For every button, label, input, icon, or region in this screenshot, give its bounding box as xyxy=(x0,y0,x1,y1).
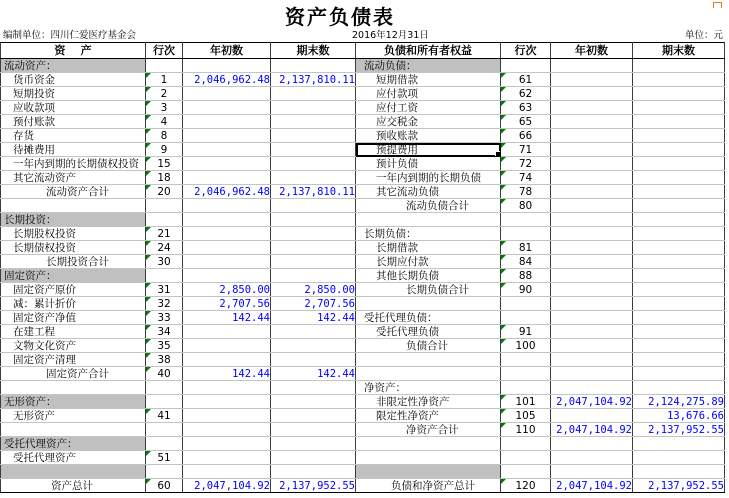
liability-end-value[interactable] xyxy=(633,353,725,367)
asset-section-heading[interactable]: 流动资产： xyxy=(1,59,146,73)
asset-end-value[interactable] xyxy=(271,101,356,115)
asset-end-value[interactable] xyxy=(271,157,356,171)
asset-begin-value[interactable] xyxy=(183,157,271,171)
asset-line-no[interactable]: 34 xyxy=(146,325,183,339)
liability-end-value[interactable] xyxy=(633,157,725,171)
asset-end-value[interactable] xyxy=(271,213,356,227)
asset-begin-value[interactable] xyxy=(183,199,271,213)
liability-begin-value[interactable] xyxy=(551,311,633,325)
liability-begin-value[interactable] xyxy=(551,465,633,479)
asset-line-no[interactable] xyxy=(146,199,183,213)
liability-line-no[interactable]: 61 xyxy=(501,73,551,87)
liability-end-value[interactable]: 13,676.66 xyxy=(633,409,725,423)
liability-begin-value[interactable] xyxy=(551,73,633,87)
liability-section-heading[interactable]: 净资产： xyxy=(356,381,501,395)
liability-begin-value[interactable] xyxy=(551,367,633,381)
liability-end-value[interactable] xyxy=(633,255,725,269)
table-row xyxy=(1,213,725,227)
liability-begin-value[interactable] xyxy=(551,339,633,353)
liability-label[interactable]: 长期应付款 xyxy=(356,255,501,269)
corner-marker-icon xyxy=(713,2,722,8)
liability-end-value[interactable] xyxy=(633,381,725,395)
liability-total-label[interactable]: 流动负债合计 xyxy=(356,199,501,213)
liability-begin-value[interactable] xyxy=(551,269,633,283)
liability-line-no[interactable] xyxy=(501,381,551,395)
table-row xyxy=(1,101,725,115)
liability-end-value[interactable]: 2,137,952.55 xyxy=(633,423,725,437)
asset-label[interactable]: 在建工程 xyxy=(1,325,146,339)
asset-end-value[interactable] xyxy=(271,381,356,395)
table-row xyxy=(1,199,725,213)
liability-end-value[interactable] xyxy=(633,465,725,479)
liability-line-no[interactable]: 80 xyxy=(501,199,551,213)
table-row xyxy=(1,185,725,199)
liability-begin-value[interactable]: 2,047,104.92 xyxy=(551,479,633,493)
liability-begin-value[interactable] xyxy=(551,297,633,311)
asset-line-no[interactable]: 31 xyxy=(146,283,183,297)
table-row xyxy=(1,381,725,395)
liability-begin-value[interactable] xyxy=(551,87,633,101)
asset-end-value[interactable] xyxy=(271,395,356,409)
asset-begin-value[interactable] xyxy=(183,465,271,479)
asset-grand-total-label[interactable]: 资产总计 xyxy=(1,479,146,493)
asset-line-no[interactable]: 2 xyxy=(146,87,183,101)
liability-total-label[interactable]: 负债合计 xyxy=(356,339,501,353)
asset-label[interactable]: 固定资产净值 xyxy=(1,311,146,325)
liability-end-value[interactable] xyxy=(633,73,725,87)
asset-end-value[interactable] xyxy=(271,59,356,73)
asset-label[interactable]: 待摊费用 xyxy=(1,143,146,157)
asset-end-value[interactable] xyxy=(271,143,356,157)
table-row xyxy=(1,339,725,353)
liability-label[interactable]: 受托代理负债 xyxy=(356,325,501,339)
liability-end-value[interactable] xyxy=(633,129,725,143)
table-row xyxy=(1,129,725,143)
liability-section-heading[interactable]: 受托代理负债： xyxy=(356,311,501,325)
liability-label[interactable] xyxy=(356,367,501,381)
liability-begin-value[interactable] xyxy=(551,255,633,269)
liability-label[interactable]: 限定性净资产 xyxy=(356,409,501,423)
liability-end-value[interactable]: 2,124,275.89 xyxy=(633,395,725,409)
liability-begin-value[interactable] xyxy=(551,437,633,451)
liability-label[interactable]: 其他长期负债 xyxy=(356,269,501,283)
liability-end-value[interactable]: 2,137,952.55 xyxy=(633,479,725,493)
liability-line-no[interactable] xyxy=(501,311,551,325)
liability-line-no[interactable] xyxy=(501,465,551,479)
liabilities-end-header[interactable]: 期末数 xyxy=(633,43,725,59)
assets-line-no-header[interactable]: 行次 xyxy=(146,43,183,59)
liability-label[interactable]: 应付款项 xyxy=(356,87,501,101)
liability-end-value[interactable] xyxy=(633,143,725,157)
table-row xyxy=(1,143,725,157)
asset-end-value[interactable] xyxy=(271,451,356,465)
liability-end-value[interactable] xyxy=(633,115,725,129)
liability-label[interactable] xyxy=(356,465,501,479)
asset-line-no[interactable] xyxy=(146,465,183,479)
liability-section-heading[interactable]: 流动负债： xyxy=(356,59,501,73)
liability-label[interactable] xyxy=(356,437,501,451)
asset-end-value[interactable] xyxy=(271,129,356,143)
asset-line-no[interactable]: 35 xyxy=(146,339,183,353)
balance-sheet-table xyxy=(0,42,725,493)
asset-line-no[interactable]: 32 xyxy=(146,297,183,311)
liability-line-no[interactable]: 81 xyxy=(501,241,551,255)
asset-begin-value[interactable]: 2,707.56 xyxy=(183,297,271,311)
asset-label[interactable]: 文物文化资产 xyxy=(1,339,146,353)
asset-line-no[interactable] xyxy=(146,437,183,451)
asset-total-label[interactable]: 固定资产合计 xyxy=(1,367,146,381)
table-row xyxy=(1,325,725,339)
liability-end-value[interactable] xyxy=(633,87,725,101)
asset-begin-value[interactable] xyxy=(183,101,271,115)
column-header-row xyxy=(1,43,725,59)
liability-line-no[interactable] xyxy=(501,213,551,227)
liability-begin-value[interactable] xyxy=(551,325,633,339)
liability-begin-value[interactable] xyxy=(551,409,633,423)
asset-begin-value[interactable] xyxy=(183,129,271,143)
asset-label[interactable]: 预付账款 xyxy=(1,115,146,129)
asset-label[interactable]: 短期投资 xyxy=(1,87,146,101)
asset-begin-value[interactable]: 142.44 xyxy=(183,367,271,381)
table-row xyxy=(1,451,725,465)
assets-end-header[interactable]: 期末数 xyxy=(271,43,356,59)
liability-end-value[interactable] xyxy=(633,185,725,199)
asset-end-value[interactable] xyxy=(271,241,356,255)
asset-label[interactable]: 长期股权投资 xyxy=(1,227,146,241)
liability-line-no[interactable]: 90 xyxy=(501,283,551,297)
asset-end-value[interactable] xyxy=(271,87,356,101)
table-row xyxy=(1,227,725,241)
asset-end-value[interactable]: 142.44 xyxy=(271,367,356,381)
liabilities-begin-header[interactable]: 年初数 xyxy=(551,43,633,59)
currency-unit-label[interactable]: 单位：元 xyxy=(684,30,723,41)
liability-begin-value[interactable] xyxy=(551,283,633,297)
asset-begin-value[interactable]: 2,046,962.48 xyxy=(183,185,271,199)
asset-line-no[interactable]: 21 xyxy=(146,227,183,241)
liability-end-value[interactable] xyxy=(633,451,725,465)
asset-line-no[interactable] xyxy=(146,423,183,437)
table-row xyxy=(1,283,725,297)
asset-line-no[interactable]: 30 xyxy=(146,255,183,269)
asset-begin-value[interactable] xyxy=(183,381,271,395)
liability-label[interactable]: 应付工资 xyxy=(356,101,501,115)
asset-total-label[interactable]: 长期投资合计 xyxy=(1,255,146,269)
liability-line-no[interactable] xyxy=(501,367,551,381)
liability-label[interactable]: 短期借款 xyxy=(356,73,501,87)
asset-end-value[interactable] xyxy=(271,339,356,353)
liability-section-heading[interactable]: 长期负债： xyxy=(356,227,501,241)
liability-begin-value[interactable] xyxy=(551,115,633,129)
liability-begin-value[interactable] xyxy=(551,143,633,157)
liability-begin-value[interactable] xyxy=(551,59,633,73)
asset-label[interactable]: 存货 xyxy=(1,129,146,143)
table-row xyxy=(1,241,725,255)
liability-end-value[interactable] xyxy=(633,101,725,115)
asset-end-value[interactable] xyxy=(271,423,356,437)
asset-label[interactable] xyxy=(1,465,146,479)
liability-end-value[interactable] xyxy=(633,171,725,185)
liability-grand-total-label[interactable]: 负债和净资产总计 xyxy=(356,479,501,493)
liability-end-value[interactable] xyxy=(633,213,725,227)
table-row xyxy=(1,367,725,381)
liability-label[interactable]: 预计负债 xyxy=(356,157,501,171)
asset-line-no[interactable] xyxy=(146,213,183,227)
liability-line-no[interactable]: 100 xyxy=(501,339,551,353)
sheet-title[interactable]: 资产负债表 xyxy=(285,5,395,29)
table-row xyxy=(1,171,725,185)
asset-end-value[interactable]: 142.44 xyxy=(271,311,356,325)
liability-begin-value[interactable] xyxy=(551,171,633,185)
asset-begin-value[interactable] xyxy=(183,227,271,241)
liability-line-no[interactable]: 120 xyxy=(501,479,551,493)
asset-label[interactable]: 无形资产 xyxy=(1,409,146,423)
liability-line-no[interactable] xyxy=(501,451,551,465)
table-row xyxy=(1,59,725,73)
asset-label[interactable] xyxy=(1,423,146,437)
table-row xyxy=(1,297,725,311)
liability-line-no[interactable]: 101 xyxy=(501,395,551,409)
liability-begin-value[interactable] xyxy=(551,381,633,395)
liability-end-value[interactable] xyxy=(633,283,725,297)
report-date[interactable]: 2016年12月31日 xyxy=(352,30,429,41)
liability-begin-value[interactable]: 2,047,104.92 xyxy=(551,395,633,409)
asset-label[interactable]: 货币资金 xyxy=(1,73,146,87)
table-row xyxy=(1,353,725,367)
asset-begin-value[interactable] xyxy=(183,269,271,283)
liability-label[interactable]: 一年内到期的长期负债 xyxy=(356,171,501,185)
table-row xyxy=(1,269,725,283)
asset-end-value[interactable]: 2,137,810.11 xyxy=(271,73,356,87)
liability-line-no[interactable]: 63 xyxy=(501,101,551,115)
liability-end-value[interactable] xyxy=(633,311,725,325)
liability-begin-value[interactable] xyxy=(551,101,633,115)
assets-header[interactable]: 资 产 xyxy=(1,43,146,59)
asset-end-value[interactable]: 2,707.56 xyxy=(271,297,356,311)
asset-label[interactable]: 一年内到期的长期债权投资 xyxy=(1,157,146,171)
asset-end-value[interactable] xyxy=(271,199,356,213)
asset-begin-value[interactable]: 142.44 xyxy=(183,311,271,325)
liability-end-value[interactable] xyxy=(633,367,725,381)
liability-begin-value[interactable] xyxy=(551,199,633,213)
liability-line-no[interactable] xyxy=(501,353,551,367)
liability-line-no[interactable]: 74 xyxy=(501,171,551,185)
liability-begin-value[interactable] xyxy=(551,213,633,227)
liability-total-label[interactable]: 净资产合计 xyxy=(356,423,501,437)
asset-end-value[interactable]: 2,850.00 xyxy=(271,283,356,297)
asset-label[interactable] xyxy=(1,199,146,213)
liability-line-no[interactable] xyxy=(501,297,551,311)
liability-label[interactable] xyxy=(356,451,501,465)
liability-line-no[interactable]: 65 xyxy=(501,115,551,129)
asset-line-no[interactable]: 18 xyxy=(146,171,183,185)
asset-label[interactable]: 减：累计折价 xyxy=(1,297,146,311)
liability-line-no[interactable]: 88 xyxy=(501,269,551,283)
liability-line-no[interactable]: 84 xyxy=(501,255,551,269)
asset-line-no[interactable]: 9 xyxy=(146,143,183,157)
asset-begin-value[interactable] xyxy=(183,87,271,101)
asset-end-value[interactable] xyxy=(271,269,356,283)
asset-line-no[interactable]: 51 xyxy=(146,451,183,465)
table-row xyxy=(1,73,725,87)
table-row xyxy=(1,311,725,325)
sheet-body xyxy=(1,59,725,493)
asset-begin-value[interactable] xyxy=(183,171,271,185)
asset-line-no[interactable]: 33 xyxy=(146,311,183,325)
asset-line-no[interactable]: 24 xyxy=(146,241,183,255)
assets-begin-header[interactable]: 年初数 xyxy=(183,43,271,59)
asset-label[interactable]: 应收款项 xyxy=(1,101,146,115)
asset-total-label[interactable]: 流动资产合计 xyxy=(1,185,146,199)
liability-end-value[interactable] xyxy=(633,241,725,255)
asset-label[interactable]: 其它流动资产 xyxy=(1,171,146,185)
liability-label[interactable] xyxy=(356,297,501,311)
asset-end-value[interactable] xyxy=(271,437,356,451)
asset-begin-value[interactable] xyxy=(183,339,271,353)
liability-end-value[interactable] xyxy=(633,59,725,73)
asset-section-heading[interactable]: 无形资产： xyxy=(1,395,146,409)
liability-begin-value[interactable]: 2,047,104.92 xyxy=(551,423,633,437)
liability-line-no[interactable]: 71 xyxy=(501,143,551,157)
liability-label[interactable]: 预收账款 xyxy=(356,129,501,143)
liability-begin-value[interactable] xyxy=(551,353,633,367)
asset-end-value[interactable] xyxy=(271,353,356,367)
liabilities-line-no-header[interactable]: 行次 xyxy=(501,43,551,59)
asset-line-no[interactable]: 8 xyxy=(146,129,183,143)
asset-begin-value[interactable] xyxy=(183,353,271,367)
table-row xyxy=(1,115,725,129)
liability-line-no[interactable] xyxy=(501,59,551,73)
asset-end-value[interactable]: 2,137,810.11 xyxy=(271,185,356,199)
table-row xyxy=(1,157,725,171)
liability-begin-value[interactable] xyxy=(551,451,633,465)
asset-line-no[interactable]: 4 xyxy=(146,115,183,129)
table-row xyxy=(1,87,725,101)
asset-end-value[interactable] xyxy=(271,115,356,129)
liability-label[interactable] xyxy=(356,213,501,227)
asset-begin-value[interactable] xyxy=(183,451,271,465)
liability-label[interactable]: 其它流动负债 xyxy=(356,185,501,199)
asset-begin-value[interactable] xyxy=(183,213,271,227)
liability-line-no[interactable]: 110 xyxy=(501,423,551,437)
asset-begin-value[interactable]: 2,047,104.92 xyxy=(183,479,271,493)
liability-line-no[interactable] xyxy=(501,437,551,451)
asset-line-no[interactable]: 3 xyxy=(146,101,183,115)
asset-end-value[interactable] xyxy=(271,325,356,339)
liability-begin-value[interactable] xyxy=(551,129,633,143)
liability-end-value[interactable] xyxy=(633,269,725,283)
table-row xyxy=(1,479,725,493)
asset-line-no[interactable] xyxy=(146,395,183,409)
asset-label[interactable]: 长期债权投资 xyxy=(1,241,146,255)
asset-line-no[interactable]: 20 xyxy=(146,185,183,199)
liability-label[interactable]: 非限定性净资产 xyxy=(356,395,501,409)
asset-begin-value[interactable]: 2,850.00 xyxy=(183,283,271,297)
asset-line-no[interactable] xyxy=(146,59,183,73)
asset-line-no[interactable]: 41 xyxy=(146,409,183,423)
liabilities-header[interactable]: 负债和所有者权益 xyxy=(356,43,501,59)
asset-begin-value[interactable] xyxy=(183,423,271,437)
liability-label[interactable]: 应交税金 xyxy=(356,115,501,129)
table-row xyxy=(1,437,725,451)
liability-line-no[interactable]: 105 xyxy=(501,409,551,423)
asset-end-value[interactable] xyxy=(271,409,356,423)
asset-line-no[interactable] xyxy=(146,381,183,395)
liability-end-value[interactable] xyxy=(633,437,725,451)
liability-line-no[interactable]: 62 xyxy=(501,87,551,101)
asset-begin-value[interactable] xyxy=(183,59,271,73)
liability-begin-value[interactable] xyxy=(551,157,633,171)
asset-begin-value[interactable] xyxy=(183,115,271,129)
asset-begin-value[interactable] xyxy=(183,325,271,339)
asset-begin-value[interactable] xyxy=(183,241,271,255)
liability-end-value[interactable] xyxy=(633,297,725,311)
asset-begin-value[interactable] xyxy=(183,255,271,269)
liability-begin-value[interactable] xyxy=(551,185,633,199)
asset-end-value[interactable] xyxy=(271,465,356,479)
liability-label[interactable] xyxy=(356,353,501,367)
asset-begin-value[interactable] xyxy=(183,143,271,157)
table-row xyxy=(1,423,725,437)
asset-section-heading[interactable]: 长期投资： xyxy=(1,213,146,227)
liability-end-value[interactable] xyxy=(633,199,725,213)
asset-line-no[interactable] xyxy=(146,269,183,283)
asset-line-no[interactable]: 15 xyxy=(146,157,183,171)
asset-line-no[interactable]: 38 xyxy=(146,353,183,367)
asset-line-no[interactable]: 1 xyxy=(146,73,183,87)
liability-total-label[interactable]: 长期负债合计 xyxy=(356,283,501,297)
liability-end-value[interactable] xyxy=(633,227,725,241)
liability-begin-value[interactable] xyxy=(551,227,633,241)
organization-label[interactable]: 编制单位：四川仁爱医疗基金会 xyxy=(3,30,137,41)
table-row xyxy=(1,395,725,409)
asset-line-no[interactable]: 60 xyxy=(146,479,183,493)
table-row xyxy=(1,255,725,269)
asset-end-value[interactable] xyxy=(271,171,356,185)
asset-begin-value[interactable]: 2,046,962.48 xyxy=(183,73,271,87)
asset-label[interactable] xyxy=(1,381,146,395)
liability-line-no[interactable]: 66 xyxy=(501,129,551,143)
asset-label[interactable]: 受托代理资产 xyxy=(1,451,146,465)
asset-end-value[interactable] xyxy=(271,227,356,241)
liability-label-selected-cell[interactable]: 预提费用 xyxy=(356,143,501,157)
asset-label[interactable]: 固定资产原价 xyxy=(1,283,146,297)
table-row xyxy=(1,465,725,479)
liability-end-value[interactable] xyxy=(633,339,725,353)
liability-label[interactable]: 长期借款 xyxy=(356,241,501,255)
liability-begin-value[interactable] xyxy=(551,241,633,255)
asset-section-heading[interactable]: 固定资产： xyxy=(1,269,146,283)
asset-line-no[interactable]: 40 xyxy=(146,367,183,381)
asset-begin-value[interactable] xyxy=(183,409,271,423)
liability-line-no[interactable]: 78 xyxy=(501,185,551,199)
asset-begin-value[interactable] xyxy=(183,395,271,409)
liability-line-no[interactable]: 72 xyxy=(501,157,551,171)
asset-end-value[interactable]: 2,137,952.55 xyxy=(271,479,356,493)
asset-begin-value[interactable] xyxy=(183,437,271,451)
table-row xyxy=(1,409,725,423)
liability-end-value[interactable] xyxy=(633,325,725,339)
asset-label[interactable]: 固定资产清理 xyxy=(1,353,146,367)
asset-end-value[interactable] xyxy=(271,255,356,269)
liability-line-no[interactable]: 91 xyxy=(501,325,551,339)
liability-line-no[interactable] xyxy=(501,227,551,241)
asset-section-heading[interactable]: 受托代理资产： xyxy=(1,437,146,451)
